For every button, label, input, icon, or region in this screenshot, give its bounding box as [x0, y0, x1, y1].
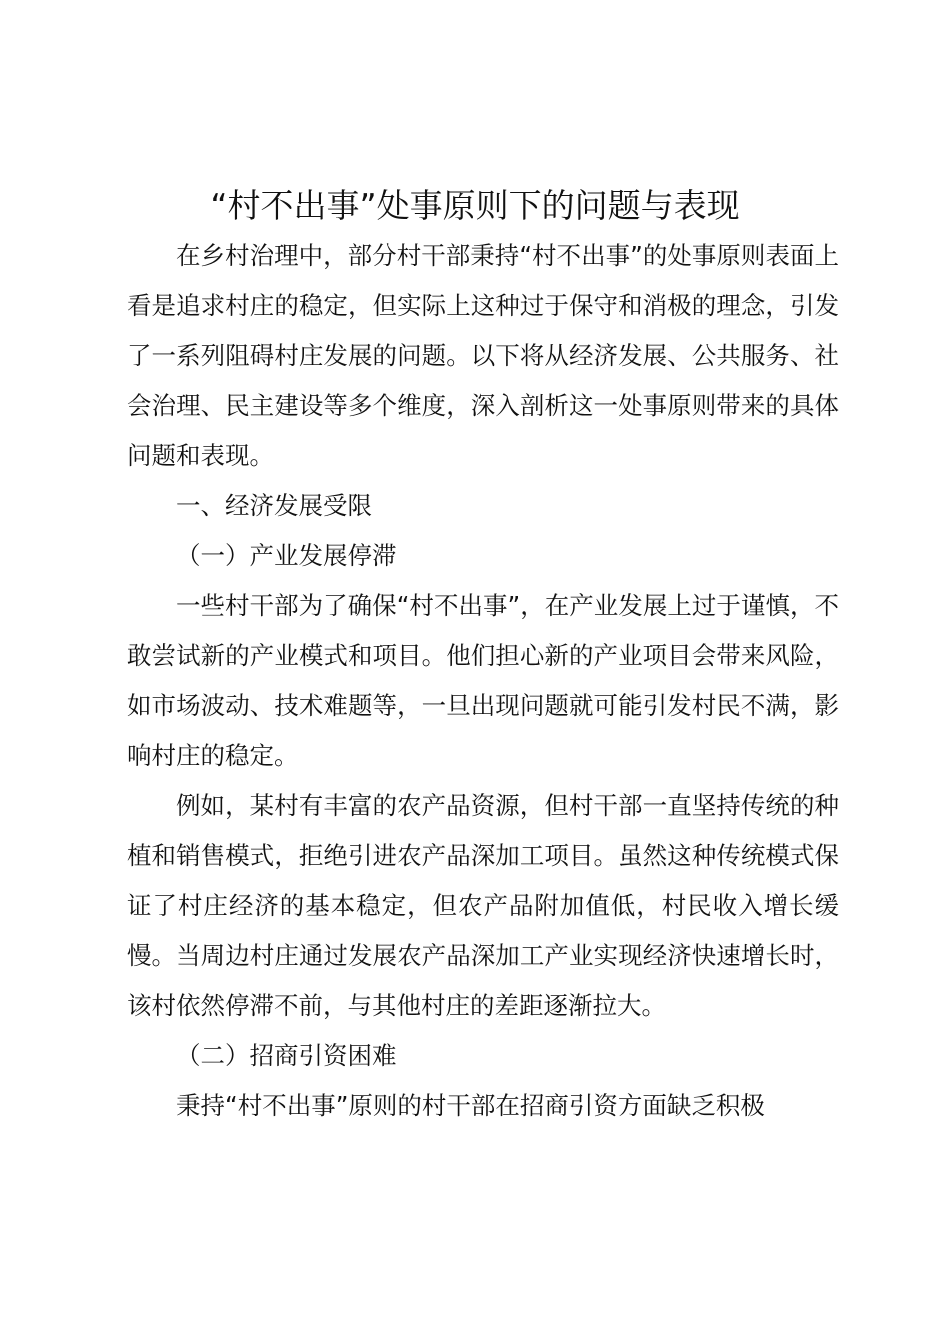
subsection-heading-investment: （二）招商引资困难 — [176, 1041, 397, 1070]
subsection-heading-industry: （一）产业发展停滞 — [176, 541, 397, 570]
industry-paragraph: 一些村干部为了确保“村不出事”，在产业发展上过于谨慎，不敢尝试新的产业模式和项目。他们担心新的产业项目会带来风险，如市场波动、技术难题等，一旦出现问题就可能引发村民不满，影响村庄的稳定。 — [127, 591, 839, 770]
intro-paragraph: 在乡村治理中，部分村干部秉持“村不出事”的处事原则表面上看是追求村庄的稳定，但实际上这种过于保守和消极的理念，引发了一系列阻碍村庄发展的问题。以下将从经济发展、公共服务、社会治理、民主建设等多个维度，深入剖析这一处事原则带来的具体问题和表现。 — [127, 241, 839, 470]
document-body — [127, 231, 839, 1131]
section-heading-economy: 一、经济发展受限 — [176, 491, 372, 520]
investment-paragraph: 秉持“村不出事”原则的村干部在招商引资方面缺乏积极 — [176, 1091, 765, 1120]
document-title: “村不出事”处事原则下的问题与表现 — [210, 186, 740, 225]
example-paragraph: 例如，某村有丰富的农产品资源，但村干部一直坚持传统的种植和销售模式，拒绝引进农产品深加工项目。虽然这种传统模式保证了村庄经济的基本稳定，但农产品附加值低，村民收入增长缓慢。当周边村庄通过发展农产品深加工产业实现经济快速增长时，该村依然停滞不前，与其他村庄的差距逐渐拉大。 — [127, 791, 839, 1020]
